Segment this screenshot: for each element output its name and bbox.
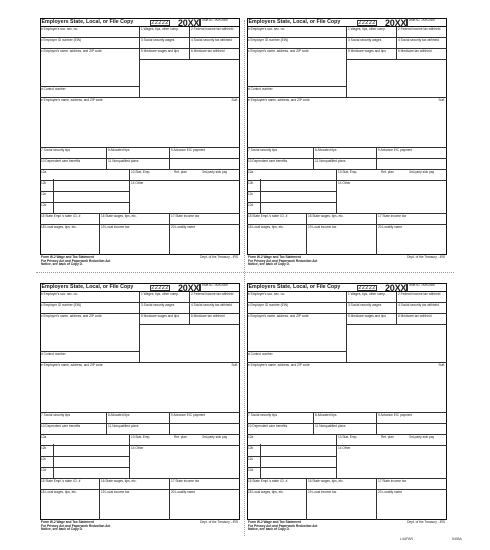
- form-year: 20XX: [178, 283, 200, 293]
- form-year: 20XX: [385, 18, 407, 28]
- form-code: 22222: [358, 284, 376, 291]
- box-20-locality-name[interactable]: 20 Locality name: [378, 225, 403, 229]
- box-3-ss-wages[interactable]: 3 Social security wages: [347, 303, 397, 314]
- form-title: Employers State, Local, or File Copy: [40, 18, 200, 27]
- ret-plan-label: Ret. plan: [174, 170, 187, 174]
- box-10-dependent-care[interactable]: 10 Dependent care benefits: [40, 159, 107, 170]
- box-5-medicare-wages[interactable]: 5 Medicare wages and tips: [347, 314, 397, 325]
- box-7-ss-tips[interactable]: 7 Social security tips: [40, 148, 107, 159]
- box-11-nonqualified[interactable]: 11 Nonqualified plans: [314, 424, 377, 435]
- footer-form-name: [248, 256, 317, 267]
- box-12c[interactable]: 12c: [247, 457, 337, 468]
- box-15-state-id[interactable]: 15 State Empl.'s state I.D. #: [247, 479, 307, 490]
- box-d-control-number[interactable]: d Control number: [247, 87, 347, 98]
- box-1-wages[interactable]: 1 Wages, tips, other comp.: [347, 27, 397, 38]
- box-17-state-tax[interactable]: 17 State income tax: [377, 214, 447, 225]
- box-16-state-wages[interactable]: 16 State wages, tips, etc.: [307, 479, 377, 490]
- footer-irs: Dept. of the Treasury - IRS: [407, 520, 445, 524]
- box-12a[interactable]: 12a: [247, 435, 337, 446]
- box-19-local-tax[interactable]: 19 Local income tax: [307, 490, 377, 520]
- footer-form-name: [41, 256, 110, 267]
- footer-form-name: [41, 521, 110, 532]
- box-e-employee-address[interactable]: [40, 98, 240, 148]
- ret-plan-label: Ret. plan: [381, 170, 394, 174]
- box-c-employer-ein[interactable]: c Employer ID number (EIN): [40, 303, 140, 314]
- box-16-state-wages[interactable]: 16 State wages, tips, etc.: [307, 214, 377, 225]
- box-12c[interactable]: 12c: [40, 192, 130, 203]
- box-b-employer-ssn[interactable]: b Employer's soc. sec. no.: [40, 27, 140, 38]
- box-3-ss-wages[interactable]: 3 Social security wages: [140, 38, 190, 49]
- box-12b[interactable]: 12b: [247, 446, 337, 457]
- omb-number: OMB No. 1545-0008: [200, 283, 240, 292]
- box-4-ss-tax[interactable]: 4 Social security tax withheld: [397, 38, 447, 49]
- w2-form: [40, 283, 240, 532]
- box-13-checkboxes[interactable]: [337, 435, 447, 446]
- blank-cell: [377, 159, 447, 170]
- form-year: 20XX: [385, 283, 407, 293]
- box-1-wages[interactable]: 1 Wages, tips, other comp.: [140, 292, 190, 303]
- box-b-employer-ssn[interactable]: b Employer's soc. sec. no.: [247, 27, 347, 38]
- box-20-locality-name[interactable]: 20 Locality name: [378, 490, 403, 494]
- box-13-checkboxes[interactable]: [130, 435, 240, 446]
- box-2-federal-tax[interactable]: 2 Federal income tax withheld: [190, 27, 240, 38]
- box-b-employer-ssn[interactable]: b Employer's soc. sec. no.: [247, 292, 347, 303]
- stat-emp-label: 13 Stat. Emp.: [338, 170, 358, 174]
- suffix-label: Suff.: [231, 98, 238, 102]
- box-3-ss-wages[interactable]: 3 Social security wages: [347, 38, 397, 49]
- footer-line-3: Notice, see back of Copy D.: [248, 527, 290, 532]
- box-8-allocated-tips[interactable]: 8 Allocated tips: [314, 148, 377, 159]
- box-8-allocated-tips[interactable]: 8 Allocated tips: [107, 148, 170, 159]
- employee-label: e Employee's name, address, and ZIP code: [248, 363, 310, 367]
- box-9-advance-eic[interactable]: 9 Advance EIC payment: [377, 413, 447, 424]
- footer-line-1: Form W-2 Wage and Tax Statement: [248, 255, 301, 259]
- box-17-state-tax[interactable]: 17 State income tax: [377, 479, 447, 490]
- box-18-local-wages[interactable]: 18 Local wages, tips, etc.: [40, 490, 100, 520]
- sick-pay-label: 3rd-party sick pay: [409, 435, 435, 439]
- suffix-label: Suff.: [438, 98, 445, 102]
- w2-form: [40, 18, 240, 267]
- box-12a[interactable]: 12a: [40, 170, 130, 181]
- vertical-perforation: [244, 20, 245, 536]
- suffix-label: Suff.: [231, 363, 238, 367]
- page-code-right: 5405A: [452, 537, 462, 541]
- box-12a[interactable]: 12a: [247, 170, 337, 181]
- w2-form: [247, 283, 447, 532]
- footer-line-1: Form W-2 Wage and Tax Statement: [248, 520, 301, 524]
- form-code: 22222: [151, 284, 169, 291]
- box-9-advance-eic[interactable]: 9 Advance EIC payment: [170, 148, 240, 159]
- box-14-other[interactable]: 14 Other: [337, 446, 447, 479]
- box-14-other[interactable]: 14 Other: [337, 181, 447, 214]
- box-9-advance-eic[interactable]: 9 Advance EIC payment: [377, 148, 447, 159]
- box-4-ss-tax[interactable]: 4 Social security tax withheld: [397, 303, 447, 314]
- box-7-ss-tips[interactable]: 7 Social security tips: [40, 413, 107, 424]
- footer-line-3: Notice, see back of Copy D.: [248, 262, 290, 267]
- page-code-left: L4UPAR: [400, 537, 413, 541]
- box-12d[interactable]: 12d: [247, 203, 337, 214]
- footer-line-3: Notice, see back of Copy D.: [41, 262, 83, 267]
- box-e-employee-address[interactable]: [247, 98, 447, 148]
- footer-irs: Dept. of the Treasury - IRS: [407, 255, 445, 259]
- footer-line-2: For Privacy Act and Paperwork Reduction Act: [248, 258, 318, 263]
- footer-line-2: For Privacy Act and Paperwork Reduction Act: [41, 258, 111, 263]
- box-employer-address[interactable]: c Employer's name, address, and ZIP code: [247, 49, 347, 87]
- blank-area: [347, 60, 447, 98]
- box-8-allocated-tips[interactable]: 8 Allocated tips: [107, 413, 170, 424]
- box-18-local-wages[interactable]: 18 Local wages, tips, etc.: [247, 225, 307, 255]
- box-13-checkboxes[interactable]: [337, 170, 447, 181]
- ret-plan-label: Ret. plan: [174, 435, 187, 439]
- omb-number: OMB No. 1545-0008: [200, 18, 240, 27]
- suffix-label: Suff.: [438, 363, 445, 367]
- box-1-wages[interactable]: 1 Wages, tips, other comp.: [140, 27, 190, 38]
- box-12c[interactable]: 12c: [247, 192, 337, 203]
- box-19-local-tax[interactable]: 19 Local income tax: [100, 490, 170, 520]
- sick-pay-label: 3rd-party sick pay: [409, 170, 435, 174]
- blank-cell: [170, 424, 240, 435]
- box-11-nonqualified[interactable]: 11 Nonqualified plans: [314, 159, 377, 170]
- box-17-state-tax[interactable]: 17 State income tax: [170, 214, 240, 225]
- blank-area: [347, 325, 447, 363]
- box-12b[interactable]: 12b: [247, 181, 337, 192]
- box-19-local-tax[interactable]: 19 Local income tax: [100, 225, 170, 255]
- box-20-locality-name[interactable]: 20 Locality name: [171, 225, 196, 229]
- ret-plan-label: Ret. plan: [381, 435, 394, 439]
- box-d-control-number[interactable]: d Control number: [40, 352, 140, 363]
- box-6-medicare-tax[interactable]: 6 Medicare tax withheld: [190, 314, 240, 325]
- box-employer-address[interactable]: c Employer's name, address, and ZIP code: [247, 314, 347, 352]
- blank-area: [140, 60, 240, 98]
- box-2-federal-tax[interactable]: 2 Federal income tax withheld: [190, 292, 240, 303]
- footer-line-1: Form W-2 Wage and Tax Statement: [41, 520, 94, 524]
- box-5-medicare-wages[interactable]: 5 Medicare wages and tips: [140, 314, 190, 325]
- box-15-state-id[interactable]: 15 State Empl.'s state I.D. #: [40, 214, 100, 225]
- box-18-local-wages[interactable]: 18 Local wages, tips, etc.: [40, 225, 100, 255]
- box-c-employer-ein[interactable]: c Employer ID number (EIN): [247, 303, 347, 314]
- box-d-control-number[interactable]: d Control number: [247, 352, 347, 363]
- form-code: 22222: [358, 19, 376, 26]
- box-12d[interactable]: 12d: [247, 468, 337, 479]
- form-year: 20XX: [178, 18, 200, 28]
- box-20-locality-name[interactable]: 20 Locality name: [171, 490, 196, 494]
- box-12c[interactable]: 12c: [40, 457, 130, 468]
- box-12a[interactable]: 12a: [40, 435, 130, 446]
- box-4-ss-tax[interactable]: 4 Social security tax withheld: [190, 303, 240, 314]
- employee-label: e Employee's name, address, and ZIP code: [41, 363, 103, 367]
- box-employer-address[interactable]: c Employer's name, address, and ZIP code: [40, 314, 140, 352]
- footer-line-2: For Privacy Act and Paperwork Reduction Act: [248, 523, 318, 528]
- box-7-ss-tips[interactable]: 7 Social security tips: [247, 148, 314, 159]
- box-5-medicare-wages[interactable]: 5 Medicare wages and tips: [347, 49, 397, 60]
- stat-emp-label: 13 Stat. Emp.: [131, 435, 151, 439]
- box-15-state-id[interactable]: 15 State Empl.'s state I.D. #: [40, 479, 100, 490]
- footer-form-name: [248, 521, 317, 532]
- box-12b[interactable]: 12b: [40, 446, 130, 457]
- box-16-state-wages[interactable]: 16 State wages, tips, etc.: [100, 214, 170, 225]
- box-14-other[interactable]: 14 Other: [130, 181, 240, 214]
- box-7-ss-tips[interactable]: 7 Social security tips: [247, 413, 314, 424]
- stat-emp-label: 13 Stat. Emp.: [131, 170, 151, 174]
- box-10-dependent-care[interactable]: 10 Dependent care benefits: [247, 424, 314, 435]
- box-16-state-wages[interactable]: 16 State wages, tips, etc.: [100, 479, 170, 490]
- box-11-nonqualified[interactable]: 11 Nonqualified plans: [107, 424, 170, 435]
- box-employer-address[interactable]: c Employer's name, address, and ZIP code: [40, 49, 140, 87]
- omb-number: OMB No. 1545-0008: [407, 18, 447, 27]
- box-6-medicare-tax[interactable]: 6 Medicare tax withheld: [397, 314, 447, 325]
- sick-pay-label: 3rd-party sick pay: [202, 170, 228, 174]
- box-11-nonqualified[interactable]: 11 Nonqualified plans: [107, 159, 170, 170]
- blank-cell: [377, 424, 447, 435]
- box-17-state-tax[interactable]: 17 State income tax: [170, 479, 240, 490]
- box-c-employer-ein[interactable]: c Employer ID number (EIN): [247, 38, 347, 49]
- box-2-federal-tax[interactable]: 2 Federal income tax withheld: [397, 292, 447, 303]
- box-e-employee-address[interactable]: [40, 363, 240, 413]
- box-1-wages[interactable]: 1 Wages, tips, other comp.: [347, 292, 397, 303]
- blank-cell: [170, 159, 240, 170]
- box-3-ss-wages[interactable]: 3 Social security wages: [140, 303, 190, 314]
- box-5-medicare-wages[interactable]: 5 Medicare wages and tips: [140, 49, 190, 60]
- form-code: 22222: [151, 19, 169, 26]
- sick-pay-label: 3rd-party sick pay: [202, 435, 228, 439]
- box-d-control-number[interactable]: d Control number: [40, 87, 140, 98]
- box-6-medicare-tax[interactable]: 6 Medicare tax withheld: [190, 49, 240, 60]
- box-2-federal-tax[interactable]: 2 Federal income tax withheld: [397, 27, 447, 38]
- blank-area: [140, 325, 240, 363]
- box-12d[interactable]: 12d: [40, 468, 130, 479]
- box-9-advance-eic[interactable]: 9 Advance EIC payment: [170, 413, 240, 424]
- footer-line-3: Notice, see back of Copy D.: [41, 527, 83, 532]
- box-18-local-wages[interactable]: 18 Local wages, tips, etc.: [247, 490, 307, 520]
- form-title: Employers State, Local, or File Copy: [247, 18, 407, 27]
- box-e-employee-address[interactable]: [247, 363, 447, 413]
- box-19-local-tax[interactable]: 19 Local income tax: [307, 225, 377, 255]
- employee-label: e Employee's name, address, and ZIP code: [41, 98, 103, 102]
- w2-form: [247, 18, 447, 267]
- omb-number: OMB No. 1545-0008: [407, 283, 447, 292]
- box-13-checkboxes[interactable]: [130, 170, 240, 181]
- box-b-employer-ssn[interactable]: b Employer's soc. sec. no.: [40, 292, 140, 303]
- box-12d[interactable]: 12d: [40, 203, 130, 214]
- stat-emp-label: 13 Stat. Emp.: [338, 435, 358, 439]
- footer-irs: Dept. of the Treasury - IRS: [200, 255, 238, 259]
- box-15-state-id[interactable]: 15 State Empl.'s state I.D. #: [247, 214, 307, 225]
- box-8-allocated-tips[interactable]: 8 Allocated tips: [314, 413, 377, 424]
- horizontal-perforation: [36, 272, 454, 273]
- box-4-ss-tax[interactable]: 4 Social security tax withheld: [190, 38, 240, 49]
- box-12b[interactable]: 12b: [40, 181, 130, 192]
- form-title: Employers State, Local, or File Copy: [40, 283, 200, 292]
- box-10-dependent-care[interactable]: 10 Dependent care benefits: [40, 424, 107, 435]
- box-10-dependent-care[interactable]: 10 Dependent care benefits: [247, 159, 314, 170]
- footer-irs: Dept. of the Treasury - IRS: [200, 520, 238, 524]
- box-6-medicare-tax[interactable]: 6 Medicare tax withheld: [397, 49, 447, 60]
- box-14-other[interactable]: 14 Other: [130, 446, 240, 479]
- footer-line-1: Form W-2 Wage and Tax Statement: [41, 255, 94, 259]
- employee-label: e Employee's name, address, and ZIP code: [248, 98, 310, 102]
- box-c-employer-ein[interactable]: c Employer ID number (EIN): [40, 38, 140, 49]
- footer-line-2: For Privacy Act and Paperwork Reduction Act: [41, 523, 111, 528]
- form-title: Employers State, Local, or File Copy: [247, 283, 407, 292]
